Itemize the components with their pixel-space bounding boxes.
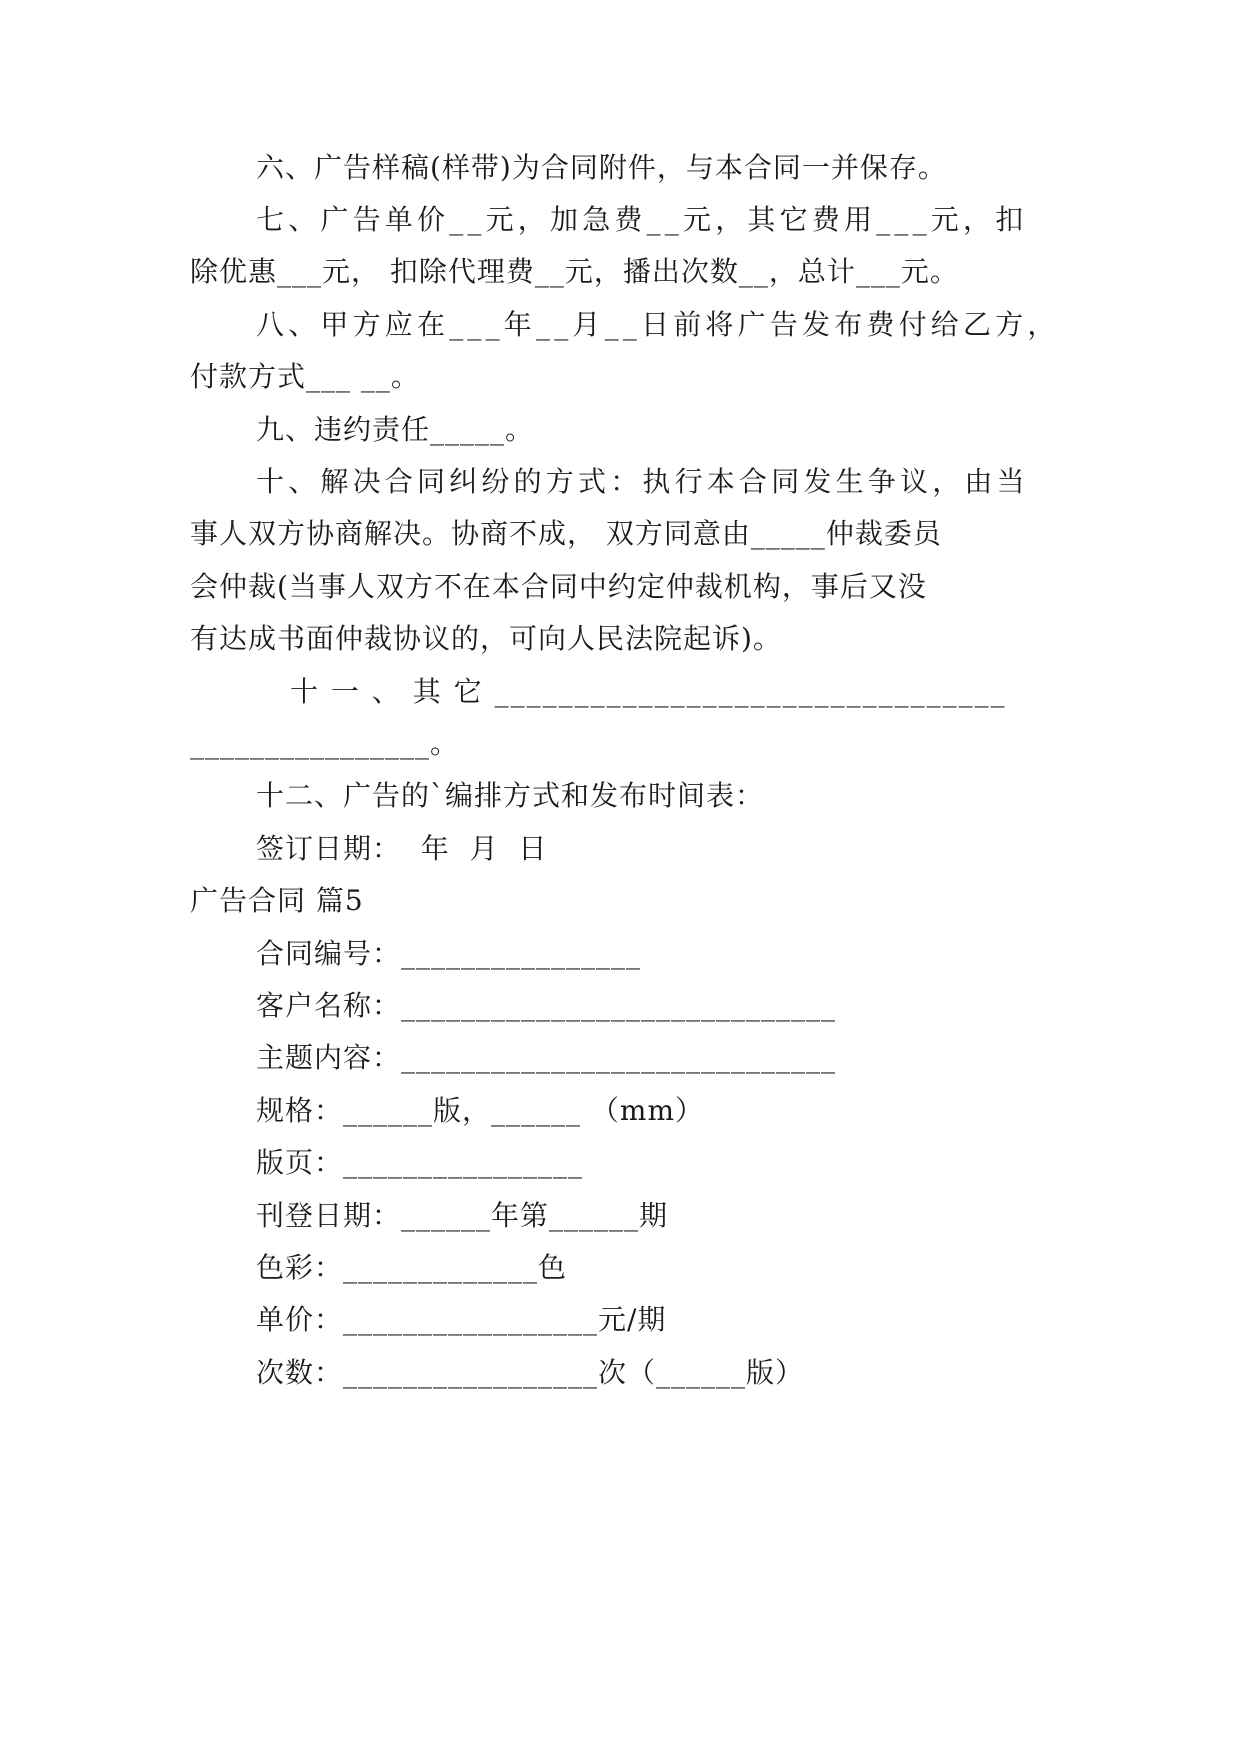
- clause-10-line-1: 十、解决合同纠纷的方式：执行本合同发生争议，由当: [256, 465, 1029, 498]
- clause-10-line-2: 事人双方协商解决。协商不成， 双方同意由_____仲裁委员: [190, 517, 942, 550]
- customer-name-field: 客户名称：_____________________________: [256, 989, 837, 1022]
- clause-9: 九、违约责任_____。: [256, 413, 535, 446]
- section-heading: 广告合同 篇5: [190, 884, 364, 917]
- clause-8-line-2: 付款方式___ __。: [190, 360, 420, 393]
- clause-6: 六、广告样稿(样带)为合同附件，与本合同一并保存。: [256, 151, 947, 184]
- color-field: 色彩：_____________色: [256, 1251, 568, 1284]
- clause-7-line-1: 七、广告单价__元，加急费__元，其它费用___元，扣: [256, 203, 1028, 236]
- clause-11-line-1: 十 一 、 其 它 ________________________________: [290, 675, 1007, 708]
- specification-field: 规格：______版，______ （mm）: [256, 1094, 705, 1127]
- contract-number-field: 合同编号：________________: [256, 937, 642, 970]
- subject-content-field: 主题内容：_____________________________: [256, 1041, 837, 1074]
- clause-10-line-3: 会仲裁(当事人双方不在本合同中约定仲裁机构，事后又没: [190, 570, 927, 603]
- unit-price-field: 单价：_________________元/期: [256, 1303, 667, 1336]
- clause-12: 十二、广告的`编排方式和发布时间表：: [256, 779, 765, 812]
- publish-date-field: 刊登日期：______年第______期: [256, 1199, 669, 1232]
- clause-11-line-2: ________________。: [190, 727, 460, 760]
- clause-7-line-2: 除优惠___元， 扣除代理费__元，播出次数__，总计___元。: [190, 255, 959, 288]
- clause-10-line-4: 有达成书面仲裁协议的，可向人民法院起诉)。: [190, 622, 782, 655]
- page-layout-field: 版页：________________: [256, 1146, 584, 1179]
- signing-date: 签订日期： 年 月 日: [256, 832, 548, 865]
- clause-8-line-1: 八、甲方应在___年__月__日前将广告发布费付给乙方，: [256, 308, 1060, 341]
- times-field: 次数：_________________次（______版）: [256, 1356, 805, 1389]
